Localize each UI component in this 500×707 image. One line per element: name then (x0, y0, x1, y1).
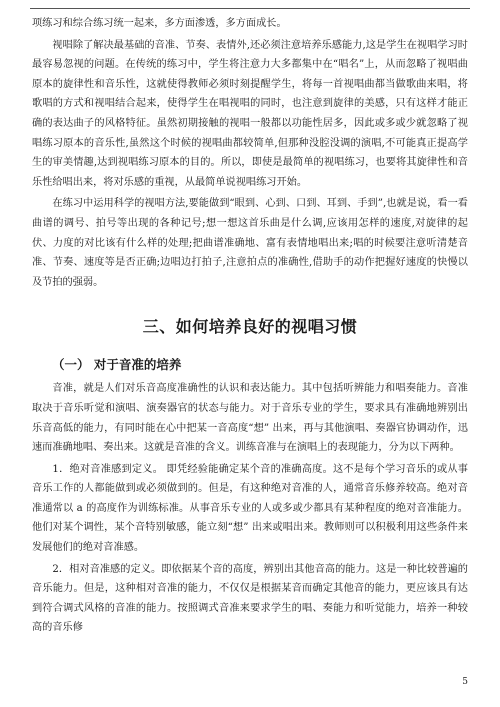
document-body (32, 14, 468, 638)
paragraph: 1．绝对音准感到定义。 即凭经验能确定某个音的准确高度。这不是每个学习音乐的或从事音乐工作的人都能做到或必须做到的。但是，有这种绝对音准的人，通常音乐修养较高。绝对音准通常以 a 的高度作为训练标准。从事音乐专业的人或多或少都具有某种程度的绝对音准能力。他们对某个调性，某个音特别敏感，能立刻“想” 出来或唱出来。教师则可以积极利用这些条件来发展他们的绝对音准感。 (32, 463, 468, 554)
paragraph: 视唱除了解决最基础的音准、节奏、表情外,还必须注意培养乐感能力,这是学生在视唱学习时最容易忽视的问题。在传统的练习中，学生将注意力大多都集中在“唱名”上，从而忽略了视唱曲原本的旋律性和音乐性，这就使得教师必须时刻提醒学生，将每一首视唱曲都当做歌曲来唱，将歌唱的方式和视唱结合起来，使得学生在唱视唱的同时，也注意到旋律的美感，只有这样才能正确的表达曲子的风格特征。虽然初期接触的视唱一般都以功能性居多，因此或多或少就忽略了视唱练习原本的音乐性,虽然这个时候的视唱曲都较简单,但那种没腔没调的演唱,不可能真正提高学生的审美情趣,达到视唱练习原本的目的。所以，即使是最简单的视唱练习，也要将其旋律性和音乐性给唱出来，将对乐感的重视，从最简单说视唱练习开始。 (32, 39, 468, 188)
header-rule (30, 8, 470, 9)
page-number: 5 (462, 677, 468, 687)
paragraph: 2．相对音准感的定义。即依据某个音的高度，辨别出其他音高的能力。这是一种比较普遍的音乐能力。但是，这种相对音准的能力，不仅仅是根据某音而确定其他音的能力，更应该具有达到符合调式风格的音准的能力。按照调式音准来要求学生的唱、奏能力和听觉能力，培养一种较高的音乐修 (32, 563, 468, 634)
paragraph: 在练习中运用科学的视唱方法,要能做到“眼到、心到、口到、耳到、手到”,也就是说，看一看曲谱的调号、拍号等出现的各种记号;想一想这首乐曲是什么调,应该用怎样的速度,对旋律的起伏、力度的对比该有什么样的处理;把曲谱准确地、富有表情地唱出来;唱的时候要注意听清楚音准、节奏、速度等是否正确;边唱边打拍子,注意拍点的准确性,借助手的动作把握好速度的快慢以及节拍的强弱。 (32, 198, 468, 288)
section-heading: 三、如何培养良好的视唱习惯 (142, 317, 358, 337)
paragraph: 项练习和综合练习统一起来，多方面渗透，多方面成长。 (32, 18, 287, 29)
paragraph: 音准，就是人们对乐音高度准确性的认识和表达能力。其中包括听辨能力和唱奏能力。音准取决于音乐听觉和演唱、演奏器官的状态与能力。对于音乐专业的学生，要求具有准确地辨别出乐音高低的能力，有同时能在心中把某一音高度“想” 出来，再与其他演唱、奏器官协调动作，迅速而准确地唱、奏出来。这就是音准的含义。训练音准与在演唱上的表现能力，分为以下两种。 (32, 383, 468, 454)
subsection-heading: （一） 对于音准的培养 (52, 357, 182, 373)
